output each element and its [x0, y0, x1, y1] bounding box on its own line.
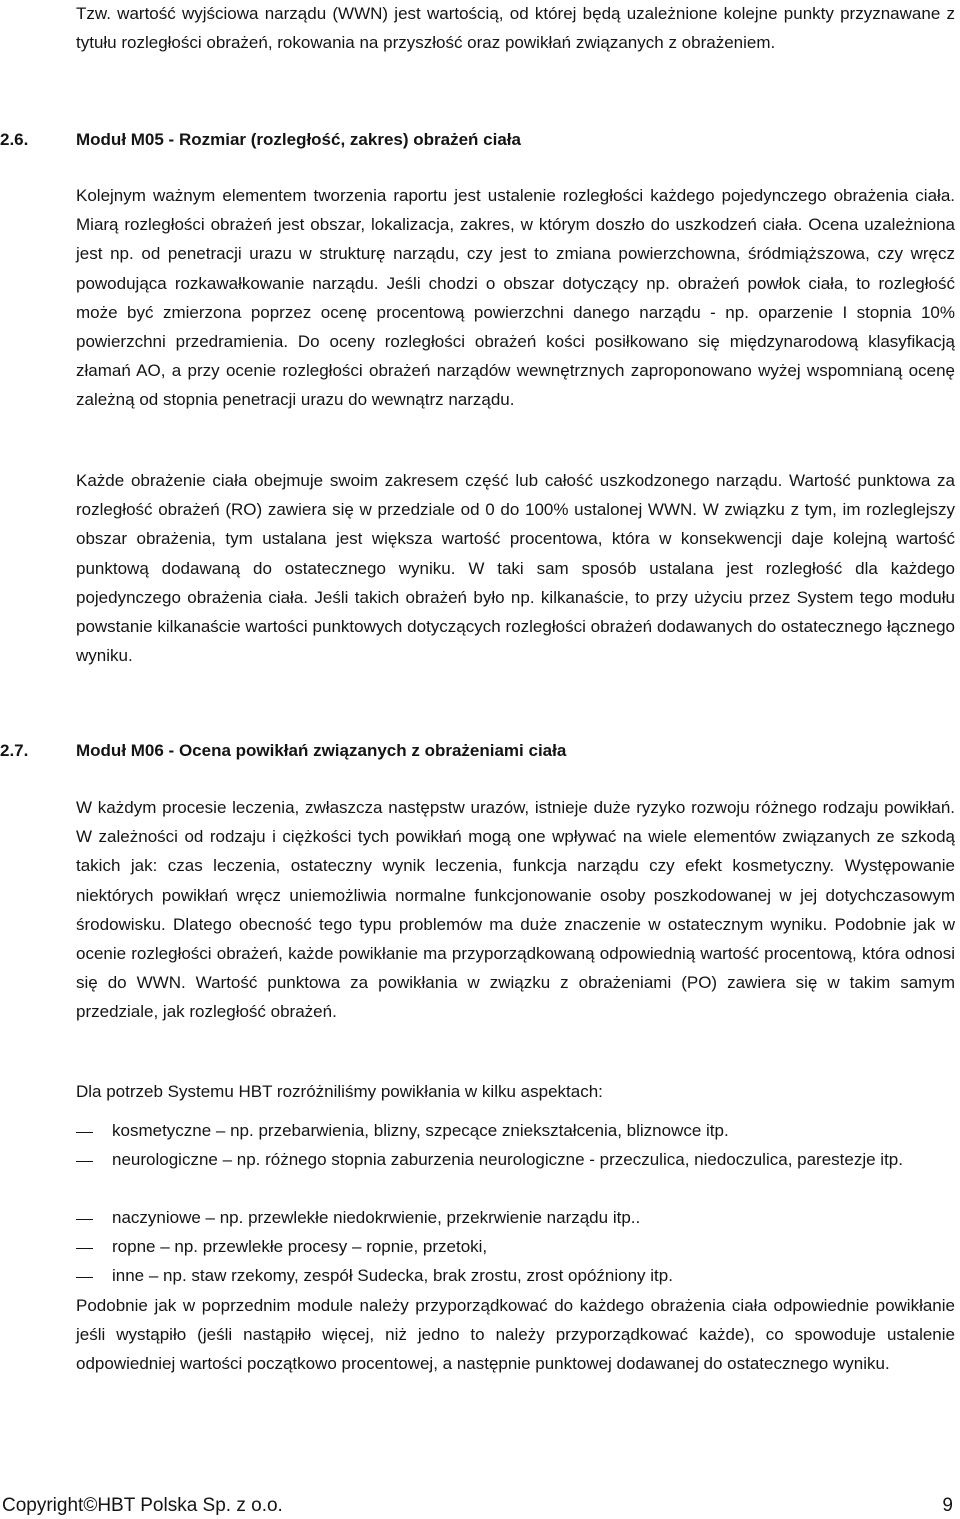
list-item: naczyniowe – np. przewlekłe niedokrwienie, przekrwienie narządu itp..: [112, 1208, 641, 1227]
list-item: neurologiczne – np. różnego stopnia zaburzenia neurologiczne - przeczulica, niedoczulica, parestezje itp.: [112, 1150, 903, 1169]
list-dash: [76, 1132, 93, 1133]
section-2-7-paragraph-3: Podobnie jak w poprzednim module należy przyporządkować do każdego obrażenia ciała odpowiednie powikłanie jeśli wystąpiło (jeśli nastąpiło więcej, niż jedno to należy przyporządkować każde), co spowoduje ustalenie odpowiedniej wartości początkowo procentowej, a następnie punktowej dodawanej do ostatecznego wyniku.: [76, 1296, 955, 1374]
list-item: kosmetyczne – np. przebarwienia, blizny, szpecące zniekształcenia, bliznowce itp.: [112, 1121, 729, 1140]
list-item: inne – np. staw rzekomy, zespół Sudecka, brak zrostu, zrost opóźniony itp.: [112, 1266, 673, 1285]
section-2-6-paragraph-2: Każde obrażenie ciała obejmuje swoim zakresem część lub całość uszkodzonego narządu. Wartość punktowa za rozległość obrażeń (RO) zawiera się w przedziale od 0 do 100% ustalonej WWN. W związku z tym, im rozleglejszy obszar obrażenia, tym ustalana jest większa wartość procentowa, która w konsekwencji daje kolejną wartość punktową dodawaną do ostatecznego wyniku. W taki sam sposób ustalana jest rozległość dla każdego pojedynczego obrażenia ciała. Jeśli takich obrażeń było np. kilkanaście, to przy użyciu przez System tego modułu powstanie kilkanaście wartości punktowych dotyczących rozległości obrażeń dodawanych do ostatecznego łącznego wyniku.: [76, 471, 955, 666]
section-number: 2.6.: [0, 130, 29, 149]
footer-page-number: 9: [942, 1495, 953, 1516]
list-dash: [76, 1248, 93, 1249]
intro-paragraph: Tzw. wartość wyjściowa narządu (WWN) jest wartością, od której będą uzależnione kolejne punkty przyznawane z tytułu rozległości obrażeń, rokowania na przyszłość oraz powikłań związanych z obrażeniem.: [76, 4, 955, 52]
list-item: ropne – np. przewlekłe procesy – ropnie, przetoki,: [112, 1237, 488, 1256]
list-dash: [76, 1161, 93, 1162]
section-2-6-paragraph-1: Kolejnym ważnym elementem tworzenia raportu jest ustalenie rozległości każdego pojedynczego obrażenia ciała. Miarą rozległości obrażeń jest obszar, lokalizacja, zakres, w którym doszło do uszkodzeń ciała. Ocena uzależniona jest np. od penetracji urazu w strukturę narządu, czy jest to zmiana powierzchowna, śródmiąższowa, czy wręcz powodująca rozkawałkowanie narządu. Jeśli chodzi o obszar dotyczący np. obrażeń powłok ciała, to rozległość może być zmierzona poprzez ocenę procentową powierzchni danego narządu - np. oparzenie I stopnia 10% powierzchni przedramienia. Do oceny rozległości obrażeń kości posiłkowano się międzynarodową klasyfikacją złamań AO, a przy ocenie rozległości obrażeń narządów wewnętrznych zaproponowano wyżej wspomnianą ocenę zależną od stopnia penetracji urazu do wewnątrz narządu.: [76, 186, 955, 410]
section-2-7-paragraph-2: Dla potrzeb Systemu HBT rozróżniliśmy powikłania w kilku aspektach:: [76, 1082, 603, 1101]
section-2-7-paragraph-1: W każdym procesie leczenia, zwłaszcza następstw urazów, istnieje duże ryzyko rozwoju różnego rodzaju powikłań. W zależności od rodzaju i ciężkości tych powikłań mogą one wpływać na wiele elementów związanych ze szkodą takich jak: czas leczenia, ostateczny wynik leczenia, funkcja narządu czy efekt kosmetyczny. Występowanie niektórych powikłań wręcz uniemożliwia normalne funkcjonowanie osoby poszkodowanej w jej dotychczasowym środowisku. Dlatego obecność tego typu problemów ma duże znaczenie w ostatecznym wyniku. Podobnie jak w ocenie rozległości obrażeń, każde powikłanie ma przyporządkowaną odpowiednią wartość procentową, która odnosi się do WWN. Wartość punktowa za powikłania w związku z obrażeniami (PO) zawiera się w takim samym przedziale, jak rozległość obrażeń.: [76, 798, 955, 1022]
list-dash: [76, 1277, 93, 1278]
list-dash: [76, 1219, 93, 1220]
footer-copyright: Copyright©HBT Polska Sp. z o.o.: [2, 1495, 283, 1516]
section-number: 2.7.: [0, 741, 29, 760]
section-title: Moduł M05 - Rozmiar (rozległość, zakres) obrażeń ciała: [76, 130, 521, 149]
section-title: Moduł M06 - Ocena powikłań związanych z obrażeniami ciała: [76, 741, 567, 760]
